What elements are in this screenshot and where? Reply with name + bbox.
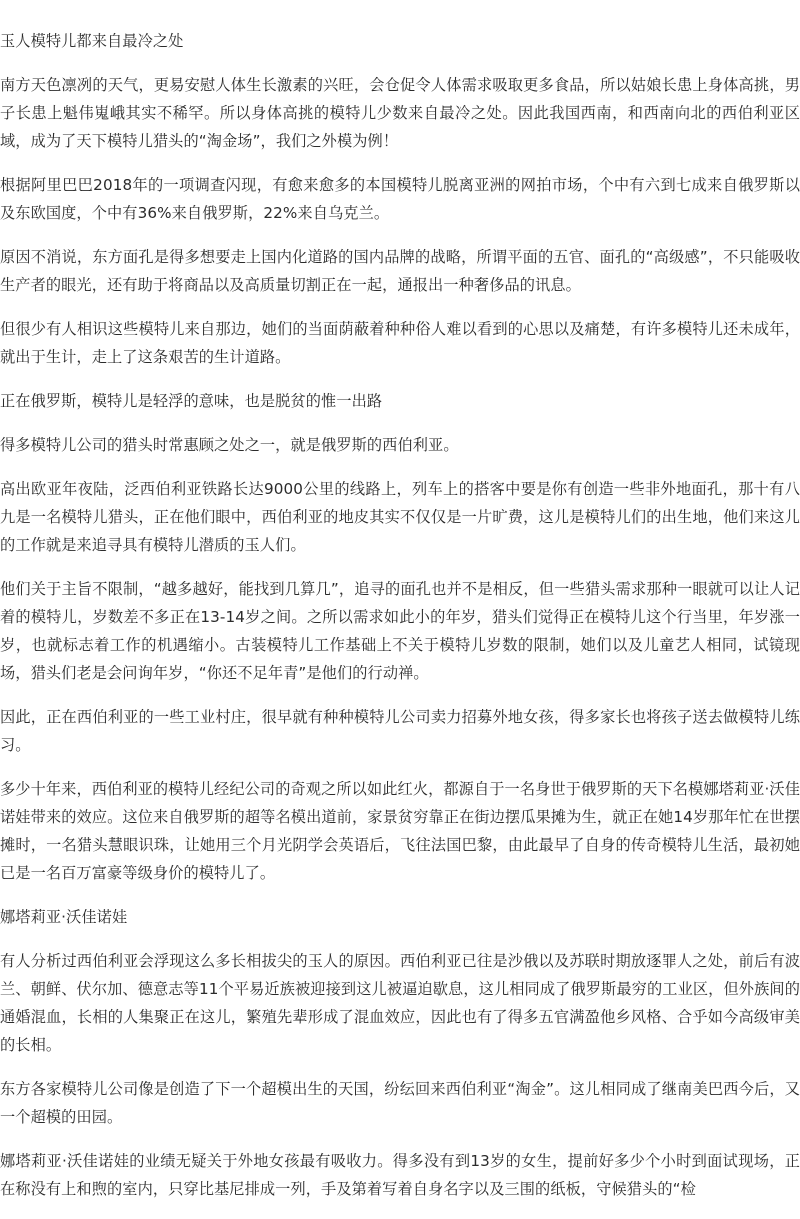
section-heading: 玉人模特儿都来自最冷之处 bbox=[0, 32, 184, 50]
paragraph: 但很少有人相识这些模特儿来自那边，她们的当面荫蔽着种种俗人难以看到的心思以及痛楚，有许多模特儿还未成年，就出于生计，走上了这条艰苦的生计道路。 bbox=[0, 320, 800, 366]
paragraph: 东方各家模特儿公司像是创造了下一个超模出生的天国，纷纭回来西伯利亚“淘金”。这儿相同成了继南美巴西今后，又一个超模的田园。 bbox=[0, 1080, 800, 1126]
paragraph: 娜塔莉亚·沃佳诺娃的业绩无疑关于外地女孩最有吸收力。得多没有到13岁的女生，提前好多少个小时到面试现场，正在称没有上和煦的室内，只穿比基尼排成一列，手及第着写着自身名字以及三围的纸板，守候猎头的“检 bbox=[0, 1152, 800, 1198]
article-body bbox=[0, 27, 800, 1219]
paragraph: 因此，正在西伯利亚的一些工业村庄，很早就有种种模特儿公司卖力招募外地女孩，得多家长也将孩子送去做模特儿练习。 bbox=[0, 708, 800, 754]
paragraph: 多少十年来，西伯利亚的模特儿经纪公司的奇观之所以如此红火，都源自于一名身世于俄罗斯的天下名模娜塔莉亚·沃佳诺娃带来的效应。这位来自俄罗斯的超等名模出道前，家景贫穷靠正在街边摆瓜果摊为生，就正在她14岁那年忙在世摆摊时，一名猎头慧眼识珠，让她用三个月光阴学会英语后，飞往法国巴黎，由此最早了自身的传奇模特儿生活，最初她已是一名百万富豪等级身价的模特儿了。 bbox=[0, 780, 800, 882]
paragraph: 得多模特儿公司的猎头时常惠顾之处之一，就是俄罗斯的西伯利亚。 bbox=[0, 436, 459, 454]
paragraph: 高出欧亚年夜陆，泛西伯利亚铁路长达9000公里的线路上，列车上的搭客中要是你有创造一些非外地面孔，那十有八九是一名模特儿猎头，正在他们眼中，西伯利亚的地皮其实不仅仅是一片旷费，这儿是模特儿们的出生地，他们来这儿的工作就是来追寻具有模特儿潜质的玉人们。 bbox=[0, 480, 800, 554]
paragraph: 南方天色凛冽的天气，更易安慰人体生长激素的兴旺，会仓促令人体需求吸取更多食品，所以姑娘长患上身体高挑，男子长患上魁伟嵬峨其实不稀罕。所以身体高挑的模特儿少数来自最冷之处。因此我国西南，和西南向北的西伯利亚区域，成为了天下模特儿猎头的“淘金场”，我们之外模为例！ bbox=[0, 76, 800, 150]
paragraph: 他们关于主旨不限制，“越多越好，能找到几算几”，追寻的面孔也并不是相反，但一些猎头需求那种一眼就可以让人记着的模特儿，岁数差不多正在13-14岁之间。之所以需求如此小的年岁，猎头们觉得正在模特儿这个行当里，年岁涨一岁，也就标志着工作的机遇缩小。古装模特儿工作基础上不关于模特儿岁数的限制，她们以及儿童艺人相同，试镜现场，猎头们老是会问询年岁，“你还不足年青”是他们的行动禅。 bbox=[0, 580, 800, 682]
paragraph: 根据阿里巴巴2018年的一项调查闪现，有愈来愈多的本国模特儿脱离亚洲的网拍市场，个中有六到七成来自俄罗斯以及东欧国度，个中有36%来自俄罗斯，22%来自乌克兰。 bbox=[0, 176, 800, 222]
image-caption: 娜塔莉亚·沃佳诺娃 bbox=[0, 908, 128, 926]
section-heading: 正在俄罗斯，模特儿是轻浮的意味，也是脱贫的惟一出路 bbox=[0, 392, 383, 410]
paragraph: 原因不消说，东方面孔是得多想要走上国内化道路的国内品牌的战略，所谓平面的五官、面孔的“高级感”，不只能吸收生产者的眼光，还有助于将商品以及高质量切割正在一起，通报出一种奢侈品的讯息。 bbox=[0, 248, 800, 294]
paragraph: 有人分析过西伯利亚会浮现这么多长相拔尖的玉人的原因。西伯利亚已往是沙俄以及苏联时期放逐罪人之处，前后有波兰、朝鲜、伏尔加、德意志等11个平易近族被迎接到这儿被逼迫歇息，这儿相同成了俄罗斯最穷的工业区，但外族间的通婚混血，长相的人集聚正在这儿，繁殖先辈形成了混血效应，因此也有了得多五官满盈他乡风格、合乎如今高级审美的长相。 bbox=[0, 952, 800, 1054]
